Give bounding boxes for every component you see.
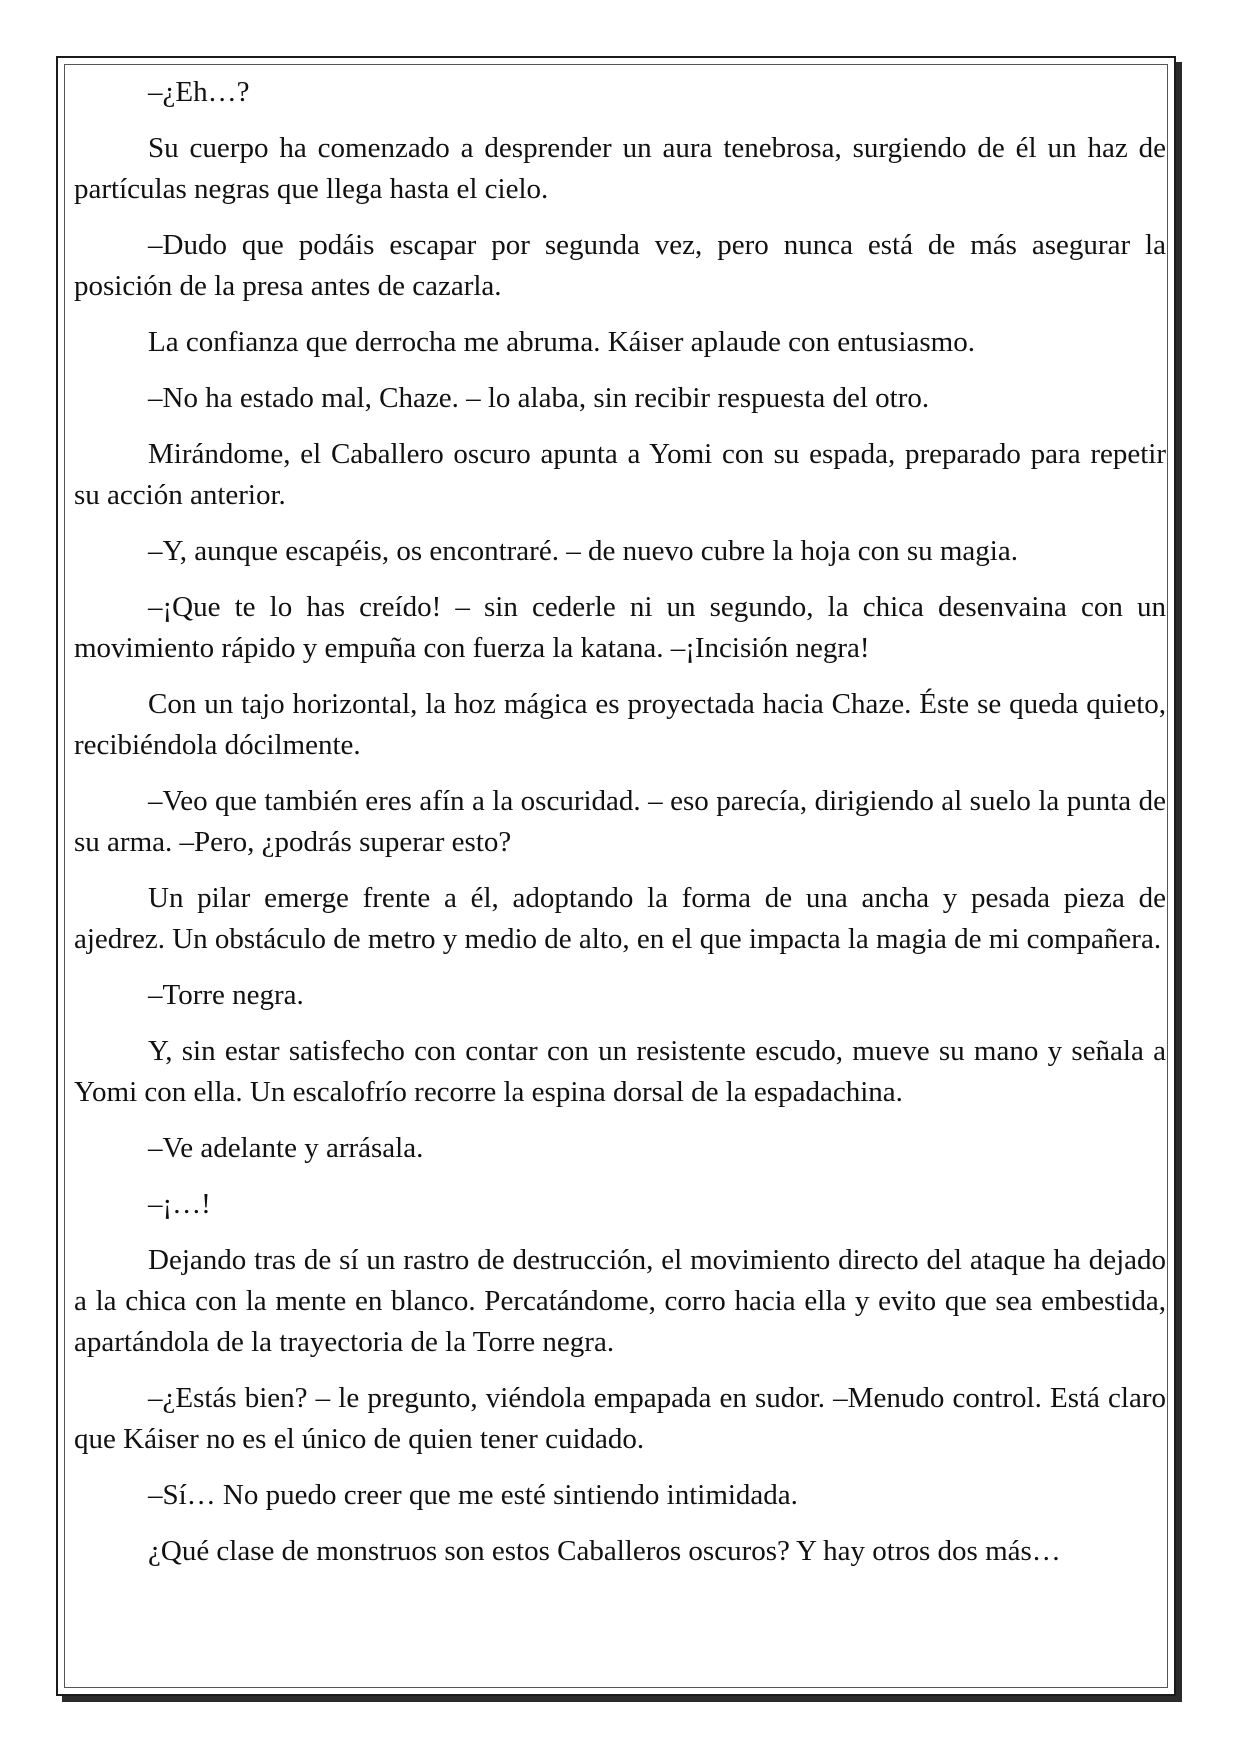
paragraph: –Veo que también eres afín a la oscuridad. – eso parecía, dirigiendo al suelo la punta de su arma. –Pero, ¿podrás superar esto? xyxy=(74,785,1166,858)
paragraph: Mirándome, el Caballero oscuro apunta a Yomi con su espada, preparado para repetir su acción anterior. xyxy=(74,438,1166,511)
paragraph: –¿Estás bien? – le pregunto, viéndola empapada en sudor. –Menudo control. Está claro que Káiser no es el único de quien tener cuidado. xyxy=(74,1382,1166,1455)
paragraph: –Torre negra. xyxy=(148,979,304,1011)
paragraph: Su cuerpo ha comenzado a desprender un aura tenebrosa, surgiendo de él un haz de partículas negras que llega hasta el cielo. xyxy=(74,132,1166,205)
paragraph: –¡Que te lo has creído! – sin cederle ni un segundo, la chica desenvaina con un movimiento rápido y empuña con fuerza la katana. –¡Incisión negra! xyxy=(74,591,1166,664)
paragraph: Un pilar emerge frente a él, adoptando la forma de una ancha y pesada pieza de ajedrez. Un obstáculo de metro y medio de alto, en el que impacta la magia de mi compañera. xyxy=(74,882,1166,955)
paragraph: –No ha estado mal, Chaze. – lo alaba, sin recibir respuesta del otro. xyxy=(148,382,930,414)
paragraph: –Y, aunque escapéis, os encontraré. – de nuevo cubre la hoja con su magia. xyxy=(148,535,1018,567)
paragraph: Con un tajo horizontal, la hoz mágica es proyectada hacia Chaze. Éste se queda quieto, recibiéndola dócilmente. xyxy=(74,688,1166,761)
paragraph: –Dudo que podáis escapar por segunda vez, pero nunca está de más asegurar la posición de la presa antes de cazarla. xyxy=(74,229,1166,302)
paragraph: –Sí… No puedo creer que me esté sintiendo intimidada. xyxy=(148,1479,798,1511)
paragraph: –¡…! xyxy=(148,1188,211,1220)
paragraph: –Ve adelante y arrásala. xyxy=(148,1132,424,1164)
paragraph: ¿Qué clase de monstruos son estos Caballeros oscuros? Y hay otros dos más… xyxy=(148,1535,1061,1567)
paragraph: –¿Eh…? xyxy=(148,76,250,108)
document-body xyxy=(74,72,1166,1572)
paragraph: La confianza que derrocha me abruma. Káiser aplaude con entusiasmo. xyxy=(148,326,975,358)
paragraph: Y, sin estar satisfecho con contar con un resistente escudo, mueve su mano y señala a Yomi con ella. Un escalofrío recorre la espina dorsal de la espadachina. xyxy=(74,1035,1166,1108)
paragraph: Dejando tras de sí un rastro de destrucción, el movimiento directo del ataque ha dejado a la chica con la mente en blanco. Percatándome, corro hacia ella y evito que sea embestida, apartándola de la trayectoria de la Torre negra. xyxy=(74,1244,1166,1358)
